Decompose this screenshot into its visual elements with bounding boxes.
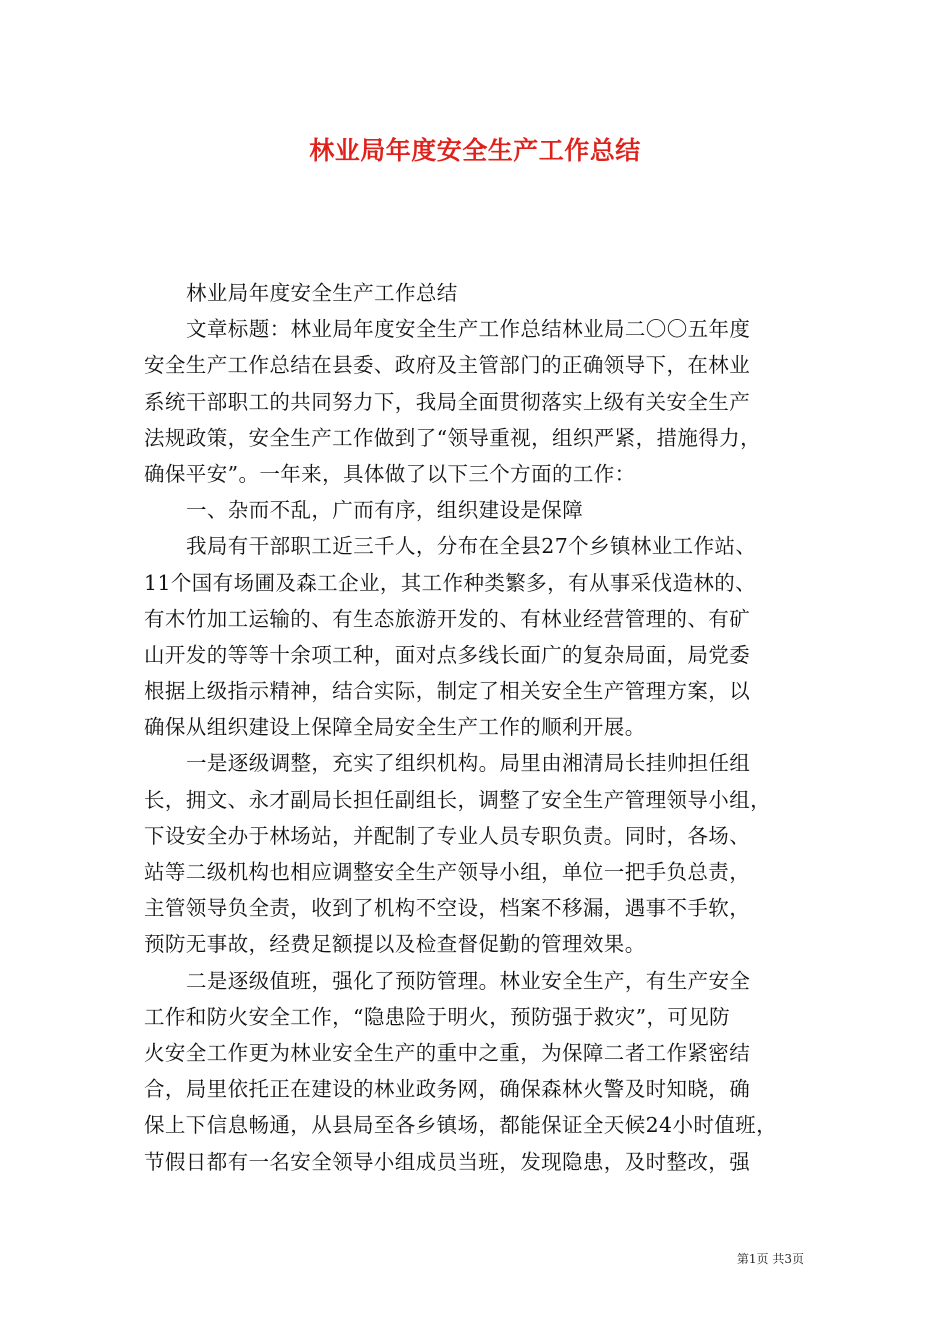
text-line: 11个国有场圃及森工企业，其工作种类繁多，有从事采伐造林的、 (144, 570, 757, 595)
text-line: 长，拥文、永才副局长担任副组长，调整了安全生产管理领导小组， (144, 787, 771, 812)
text-line: 林业局年度安全生产工作总结 (186, 281, 458, 305)
text-line: 法规政策，安全生产工作做到了“领导重视，组织严紧，措施得力， (144, 425, 761, 450)
text-line: 下设安全办于林场站，并配制了专业人员专职负责。同时，各场、 (144, 823, 751, 848)
document-title: 林业局年度安全生产工作总结 (309, 136, 641, 165)
text-line: 工作和防火安全工作，“隐患险于明火，预防强于救灾”，可见防 (144, 1004, 731, 1029)
page-number: 第1页 共3页 (736, 1252, 804, 1266)
section-heading: 一、杂而不乱，广而有序，组织建设是保障 (186, 498, 584, 523)
text-line: 节假日都有一名安全领导小组成员当班，发现隐患，及时整改，强 (144, 1149, 751, 1174)
text-line: 有木竹加工运输的、有生态旅游开发的、有林业经营管理的、有矿 (144, 606, 751, 631)
text-line: 合，局里依托正在建设的林业政务网，确保森林火警及时知晓，确 (144, 1077, 751, 1102)
text-line: 火安全工作更为林业安全生产的重中之重，为保障二者工作紧密结 (144, 1040, 751, 1065)
text-line: 保上下信息畅通，从县局至各乡镇场，都能保证全天候24小时值班， (144, 1113, 777, 1138)
text-line: 站等二级机构也相应调整安全生产领导小组，单位一把手负总责， (144, 860, 751, 884)
text-line: 一是逐级调整，充实了组织机构。局里由湘清局长挂帅担任组 (186, 751, 751, 776)
text-line: 我局有干部职工近三千人，分布在全县27个乡镇林业工作站、 (186, 534, 757, 559)
document-body (144, 275, 804, 1180)
text-line: 二是逐级值班，强化了预防管理。林业安全生产，有生产安全 (186, 968, 751, 993)
text-line: 确保从组织建设上保障全局安全生产工作的顺利开展。 (144, 715, 646, 740)
text-line: 主管领导负全责，收到了机构不空设，档案不移漏，遇事不手软， (144, 896, 751, 921)
text-line: 系统干部职工的共同努力下，我局全面贯彻落实上级有关安全生产 (144, 389, 751, 414)
text-line: 安全生产工作总结在县委、政府及主管部门的正确领导下，在林业 (144, 353, 751, 378)
text-line: 山开发的等等十余项工种，面对点多线长面广的复杂局面，局党委 (144, 642, 751, 667)
text-line: 确保平安”。一年来，具体做了以下三个方面的工作： (144, 461, 636, 486)
text-line: 文章标题：林业局年度安全生产工作总结林业局二〇〇五年度 (186, 317, 751, 342)
text-line: 预防无事故，经费足额提以及检查督促勤的管理效果。 (144, 932, 646, 957)
text-line: 根据上级指示精神，结合实际，制定了相关安全生产管理方案，以 (144, 679, 751, 704)
